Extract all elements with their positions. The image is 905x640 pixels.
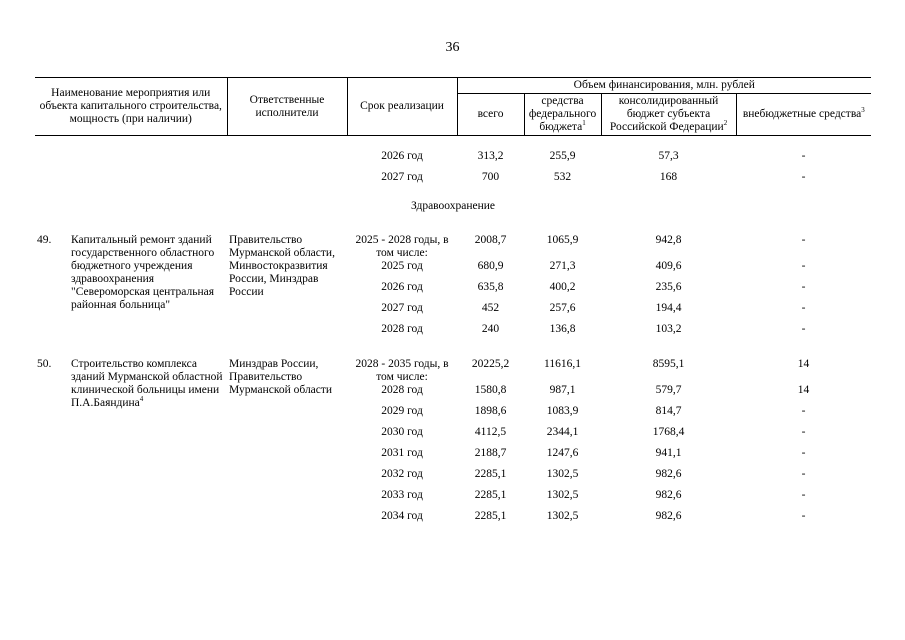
total-cell: 2285,1 [474,468,507,480]
table-row [35,358,871,384]
empty-cell [227,171,347,192]
period-cell: 2026 год [381,281,423,293]
regional-cell: 409,6 [655,260,682,272]
period-cell: 2025 - 2028 годы, в том числе: [355,234,449,259]
total-cell: 20225,2 [471,358,510,370]
extra-cell: - [801,510,806,522]
section-title: Здравоохранение [411,199,496,212]
total-cell: 2285,1 [474,489,507,501]
period-cell: 2031 год [381,447,423,459]
regional-cell: 814,7 [655,405,682,417]
regional-cell: 103,2 [655,323,682,335]
total-cell: 2008,7 [474,234,507,246]
federal-cell: 1065,9 [546,234,579,246]
total-cell: 240 [481,323,500,335]
regional-cell: 982,6 [655,468,682,480]
item-name [69,234,227,344]
regional-cell: 941,1 [655,447,682,459]
federal-cell: 11616,1 [544,358,581,370]
extra-cell: 14 [797,384,810,396]
extra-cell: - [801,323,806,335]
federal-cell: 1083,9 [546,405,579,417]
regional-cell: 942,8 [655,234,682,246]
period-cell: 2026 год [381,150,423,162]
federal-cell: 2344,1 [546,426,579,438]
extra-cell: - [801,260,806,272]
header-regional: консолидированный бюджет субъекта Российской Федерации$^2$ [601,94,736,136]
extra-cell: - [801,302,806,314]
period-cell: 2029 год [381,405,423,417]
extra-cell: - [801,405,806,417]
period-cell: 2034 год [381,510,423,522]
total-cell: 2285,1 [474,510,507,522]
total-cell: 700 [481,171,500,183]
period-cell: 2028 год [381,323,423,335]
extra-cell: - [801,468,806,480]
header-funding: Объем финансирования, млн. рублей [457,78,871,94]
total-cell: 1898,6 [474,405,507,417]
table-row [35,171,871,192]
period-cell: 2032 год [381,468,423,480]
table-row [35,150,871,171]
item-name-text: Капитальный ремонт зданий государственного областного бюджетного учреждения здравоохранения "Североморская центральная районная больница" [71,234,215,311]
federal-cell: 257,6 [549,302,576,314]
header-executors: Ответственные исполнители [227,78,347,136]
header-total: всего [457,94,524,136]
regional-cell: 194,4 [655,302,682,314]
header-period: Срок реализации [347,78,457,136]
regional-cell: 8595,1 [652,358,685,370]
section-row [35,192,871,220]
item-executors: Минздрав России, Правительство Мурманской области [229,358,333,396]
federal-cell: 1302,5 [546,468,579,480]
period-cell: 2033 год [381,489,423,501]
period-cell: 2027 год [381,302,423,314]
header-federal: средства федерального бюджета$^1$ [524,94,601,136]
footnote-1: 1 [582,119,586,128]
period-cell: 2030 год [381,426,423,438]
spacer-row [35,220,871,234]
total-cell: 1580,8 [474,384,507,396]
item-index: 49. [37,234,52,246]
item-executors: Правительство Мурманской области, Минвостокразвития России, Минздрав России [229,234,335,298]
spacer-row [35,344,871,358]
total-cell: 635,8 [477,281,504,293]
extra-cell: - [801,234,806,246]
federal-cell: 271,3 [549,260,576,272]
regional-cell: 168 [659,171,678,183]
extra-cell: - [801,171,806,183]
extra-cell: - [801,281,806,293]
header-name: Наименование мероприятия или объекта капитального строительства, мощность (при наличии) [35,78,227,136]
period-cell: 2027 год [381,171,423,183]
total-cell: 680,9 [477,260,504,272]
footnote-2: 2 [723,119,728,128]
total-cell: 452 [481,302,500,314]
item-index: 50. [37,358,52,370]
federal-cell: 1247,6 [546,447,579,459]
extra-cell: - [801,489,806,501]
federal-cell: 987,1 [549,384,576,396]
footnote-marker: 4 [139,395,144,404]
federal-cell: 1302,5 [546,510,579,522]
empty-cell [35,171,69,192]
extra-cell: - [801,150,806,162]
regional-cell: 982,6 [655,489,682,501]
total-cell: 2188,7 [474,447,507,459]
funding-table [35,77,871,531]
regional-cell: 235,6 [655,281,682,293]
federal-cell: 255,9 [549,150,576,162]
regional-cell: 1768,4 [652,426,685,438]
spacer-row [35,136,871,151]
regional-cell: 57,3 [658,150,679,162]
item-name-text: Строительство комплекса зданий Мурманской областной клинической больницы имени П.А.Баяндина [71,358,223,409]
empty-cell [35,150,69,171]
footnote-3: 3 [861,106,865,115]
extra-cell: - [801,426,806,438]
empty-cell [69,171,227,192]
federal-cell: 532 [553,171,572,183]
federal-cell: 136,8 [549,323,576,335]
federal-cell: 1302,5 [546,489,579,501]
extra-cell: - [801,447,806,459]
item-name [69,358,227,531]
empty-cell [69,150,227,171]
regional-cell: 579,7 [655,384,682,396]
table-row [35,234,871,260]
total-cell: 313,2 [477,150,504,162]
period-cell: 2028 год [381,384,423,396]
extra-cell: 14 [797,358,810,370]
empty-cell [227,150,347,171]
total-cell: 4112,5 [474,426,507,438]
header-extra: внебюджетные средства$^3$ [736,94,871,136]
page-number: 36 [445,40,460,55]
period-cell: 2025 год [381,260,423,272]
period-cell: 2028 - 2035 годы, в том числе: [355,358,449,383]
regional-cell: 982,6 [655,510,682,522]
table-body [35,136,871,532]
federal-cell: 400,2 [549,281,576,293]
